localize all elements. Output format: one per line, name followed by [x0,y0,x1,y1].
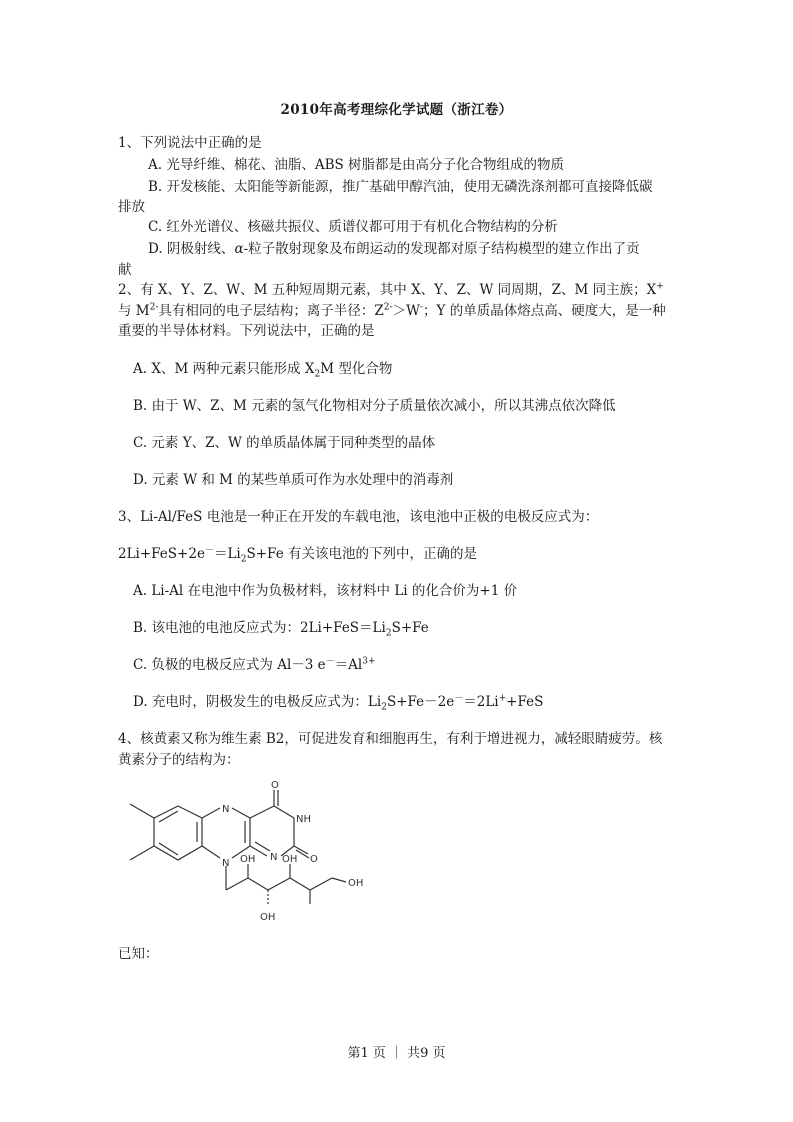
hydroxyl-3: OH [348,878,364,889]
hydroxyl-1: OH [240,854,256,865]
q3-option-b: B. 该电池的电池反应式为：$2Li+FeS=Li_2S+Fe$ [133,620,429,639]
atom-n-bottom: N [222,858,230,869]
q2-stem-line2: 与 $M^{2-}$具有相同的电子层结构；离子半径：$Z^{2-}>W^-$；Y 的单质晶体熔点高、硬度大，是一种 [118,302,666,319]
q2-stem-line1: 2、有 X、Y、Z、W、M 五种短周期元素，其中 X、Y、Z、W 同周期，Z、M 同主族；X+ [118,281,664,298]
q1-option-b: B. 开发核能、太阳能等新能源，推广基础甲醇汽油，使用无磷洗涤剂都可直接降低碳 [148,179,653,195]
q3-stem-line1: 3、Li-Al/FeS 电池是一种正在开发的车载电池，该电池中正极的电极反应式为： [118,509,599,525]
q1-option-b-cont: 排放 [118,199,145,215]
q1-option-c: C. 红外光谱仪、核磁共振仪、质谱仪都可用于有机化合物结构的分析 [148,219,558,235]
q3-option-d: D. 充电时，阴极发生的电极反应式为：$Li_2S+Fe-2e^-=2Li^++FeS$ [133,693,544,713]
atom-o-right: O [310,854,318,865]
q1-option-d: D. 阴极射线、α-粒子散射现象及布朗运动的发现都对原子结构模型的建立作出了贡 [148,241,640,257]
hydroxyl-4: OH [260,912,276,923]
hydroxyl-2: OH [282,854,298,865]
q4-stem-line1: 4、核黄素又称为维生素 B2，可促进发育和细胞再生，有利于增进视力，减轻眼睛疲劳。核 [118,731,663,747]
q3-option-a: A. Li-Al 在电池中作为负极材料，该材料中 Li 的化合价为+1 价 [133,583,518,599]
q2-option-c: C. 元素 Y、Z、W 的单质晶体属于同种类型的晶体 [133,435,436,451]
q1-stem: 1、下列说法中正确的是 [118,135,262,151]
atom-o-top: O [271,780,279,791]
q1-option-a: A. 光导纤维、棉花、油脂、ABS 树脂都是由高分子化合物组成的物质 [148,157,565,173]
atom-n-right: N [270,852,278,863]
q3-stem-line2: $2Li+FeS+2e^-=Li_2S+Fe$ 有关该电池的下列中，正确的是 [118,545,477,565]
q4-stem-line2: 黄素分子的结构为： [118,752,240,768]
alpha-symbol: α [234,241,244,257]
q3-option-c: C. 负极的电极反应式为 Al－3 $e^-=Al^{3+}$ [133,656,376,673]
page-footer: 第1 页 ｜ 共9 页 [347,1046,446,1061]
q4-known-label: 已知： [118,946,159,962]
q2-stem-line3: 重要的半导体材料。下列说法中，正确的是 [118,323,375,339]
atom-n-top: N [222,804,230,815]
riboflavin-structure-diagram [118,778,372,930]
page-title: 2010年高考理综化学试题（浙江卷） [280,102,513,118]
atom-nh: NH [296,814,311,825]
q1-option-d-cont: 献 [118,262,132,278]
q2-option-d: D. 元素 W 和 M 的某些单质可作为水处理中的消毒剂 [133,472,454,488]
q2-option-b: B. 由于 W、Z、M 元素的氢气化物相对分子质量依次减小，所以其沸点依次降低 [133,398,616,414]
q2-option-a: A. X、M 两种元素只能形成 $X_2M$ 型化合物 [133,361,393,380]
